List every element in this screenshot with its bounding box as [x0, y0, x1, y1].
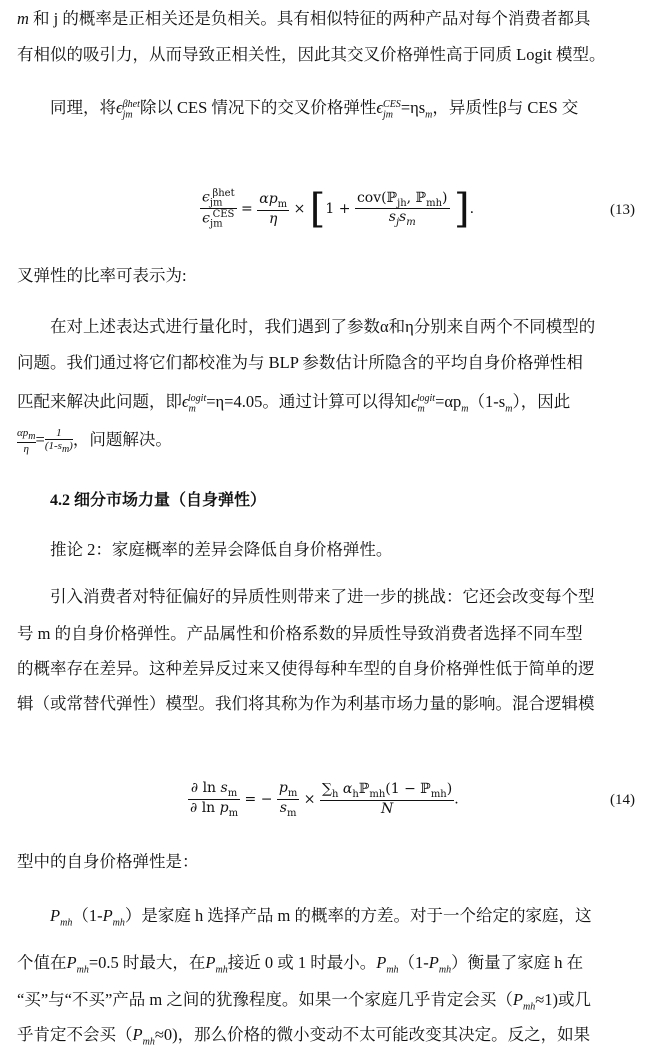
text-line: 型中的自身价格弹性是：: [17, 852, 199, 871]
text-line: 匹配来解决此问题，即$\epsilon_m^{logit}=\eta=4.05$。通过计算可以得知$\epsilon_m^{logit}=\alpha p_m(1-s_m)$，因此: [17, 392, 571, 415]
text-line: 乎肯定不会买$(P_{mh}\approx 0)$，那么价格的微小变动不太可能改变其决定。反之，如果: [17, 1025, 591, 1047]
text-line: 在对上述表达式进行量化时，我们遇到了参数α和η分别来自两个不同模型的: [50, 317, 596, 336]
section-heading: 4.2 细分市场力量（自身弹性）: [50, 492, 267, 509]
text-line: 辑（或常替代弹性）模型。我们将其称为作为利基市场力量的影响。混合逻辑模: [17, 694, 595, 713]
text-line: 个值在$P_{mh}=0.5$ 时最大，在$P_{mh}$接近 0 或 1 时最小。$P_{mh}(1-P_{mh})$衡量了家庭 h 在: [17, 953, 584, 976]
text-line: 叉弹性的比率可表示为:: [17, 266, 187, 285]
equation-number: (13): [610, 202, 635, 218]
text-line: 同理，将$\epsilon_{jm}^{\beta het}$除以 CES 情况下的交叉价格弹性$\epsilon_{jm}^{CES}=\eta s_m$，异质性β与 CES 交: [50, 98, 579, 121]
text-line: 号 m 的自身价格弹性。产品属性和价格系数的异质性导致消费者选择不同车型: [17, 624, 583, 643]
text-line: “买”与“不买”产品 m 之间的犹豫程度。如果一个家庭几乎肯定会买$(P_{mh}\approx 1)$或几: [17, 990, 592, 1013]
equation-number: (14): [610, 792, 635, 808]
text-line: 的概率存在差异。这种差异反过来又使得每种车型的自身价格弹性低于简单的逻: [17, 659, 595, 678]
equation-14: $\frac{\partial \ln s_m}{\partial \ln p_m}$ = − $\frac{p_m}{s_m}$ × $\frac{\sum_h \alpha_hℙ_{mh}(1 - ℙ_{mh})}{N}$ .: [190, 780, 459, 819]
text-line: 推论 2：家庭概率的差异会降低自身价格弹性。: [50, 540, 393, 559]
text-line: m 和 j 的概率是正相关还是负相关。具有相似特征的两种产品对每个消费者都具: [17, 9, 591, 28]
text-line: 有相似的吸引力，从而导致正相关性，因此其交叉价格弹性高于同质 Logit 模型。: [17, 45, 606, 64]
text-line: $\frac{\alpha p_m}{\eta}$ = $\frac{1}{(1-s_m)}$ ，问题解决。: [17, 427, 172, 456]
equation-13: $\frac{\epsilon_{jm}^{\beta het}}{\epsilon_{jm}^{CES}}$ = $\frac{\alpha p_m}{\eta}$ × [1 + $\frac{cov(ℙ_{jh}, ℙ_{mh})}{s_js_m}$ ].: [202, 185, 475, 232]
text-line: 引入消费者对特征偏好的异质性则带来了进一步的挑战：它还会改变每个型: [50, 587, 595, 606]
text-line: 问题。我们通过将它们都校准为与 BLP 参数估计所隐含的平均自身价格弹性相: [17, 353, 583, 372]
text-line: $P_{mh}(1-P_{mh})$是家庭 h 选择产品 m 的概率的方差。对于一个给定的家庭，这: [50, 906, 592, 929]
